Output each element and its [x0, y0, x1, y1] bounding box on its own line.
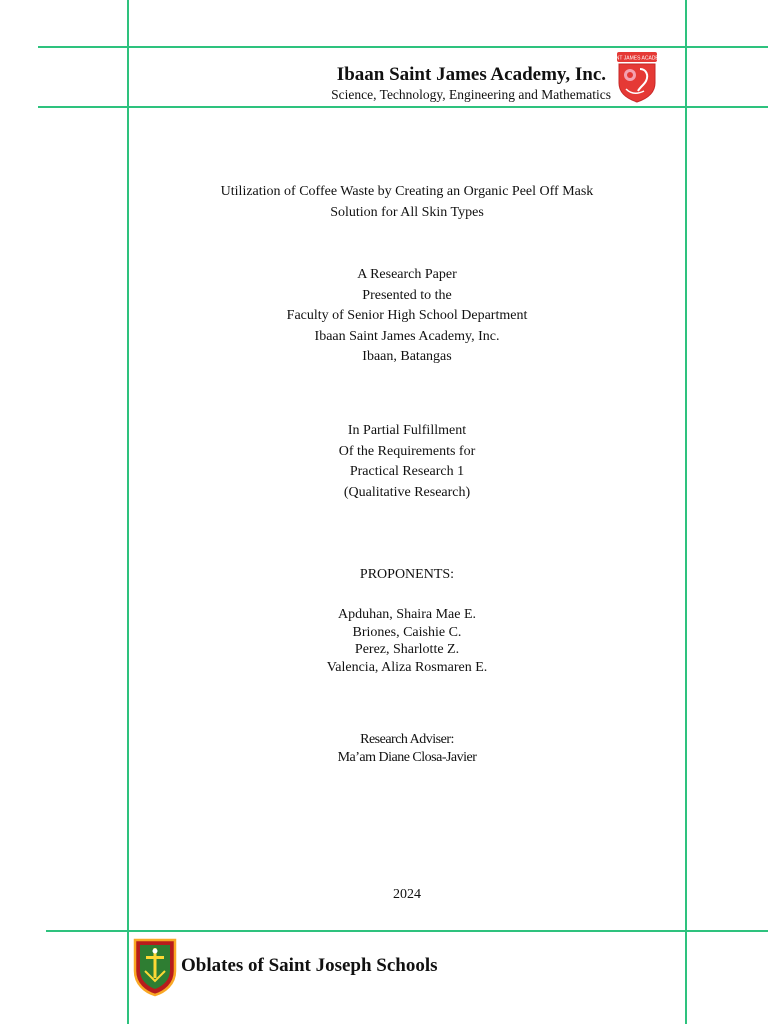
- fulfillment-line: Of the Requirements for: [338, 443, 476, 459]
- presentation-line: A Research Paper: [357, 267, 457, 282]
- year: 2024: [393, 887, 421, 902]
- proponent-name: Apduhan, Shaira Mae E.: [337, 607, 477, 622]
- proponents-label: PROPONENTS:: [359, 567, 455, 582]
- fulfillment-block: [128, 421, 686, 503]
- strand-name: Science, Technology, Engineering and Mathematics: [331, 87, 611, 102]
- proponent-name: Perez, Sharlotte Z.: [354, 642, 460, 657]
- fulfillment-line: Practical Research 1: [349, 464, 465, 479]
- school-name: Ibaan Saint James Academy, Inc.: [336, 64, 606, 85]
- proponent-name: Valencia, Aliza Rosmaren E.: [326, 659, 488, 675]
- osjs-crest-icon: [133, 937, 177, 997]
- presentation-line: Presented to the: [362, 287, 452, 303]
- proponent-name: Briones, Caishie C.: [352, 624, 462, 640]
- footer-top-rule: [46, 930, 768, 932]
- presentation-line: Faculty of Senior High School Department: [286, 308, 528, 323]
- presentation-block: [128, 265, 686, 368]
- header-bottom-rule: [38, 106, 768, 108]
- adviser-block: [128, 731, 686, 766]
- svg-text:SAINT JAMES ACADEMY: SAINT JAMES ACADEMY: [607, 55, 667, 62]
- right-margin-rule: [685, 0, 687, 1024]
- footer-organization: Oblates of Saint Joseph Schools: [181, 955, 438, 976]
- adviser-name: Ma’am Diane Closa-Javier: [337, 749, 477, 765]
- fulfillment-line: (Qualitative Research): [343, 484, 471, 500]
- fulfillment-line: In Partial Fulfillment: [347, 423, 467, 438]
- presentation-line: Ibaan Saint James Academy, Inc.: [314, 328, 500, 344]
- proponents-list: [128, 606, 686, 676]
- title-line: Utilization of Coffee Waste by Creating an Organic Peel Off Mask: [220, 184, 594, 199]
- title-line: Solution for All Skin Types: [330, 204, 484, 220]
- header-top-rule: [38, 46, 768, 48]
- adviser-label: Research Adviser:: [360, 732, 454, 747]
- saint-james-seal-icon: [607, 51, 667, 103]
- left-margin-rule: [127, 0, 129, 1024]
- research-title: [128, 182, 686, 223]
- presentation-line: Ibaan, Batangas: [362, 349, 452, 364]
